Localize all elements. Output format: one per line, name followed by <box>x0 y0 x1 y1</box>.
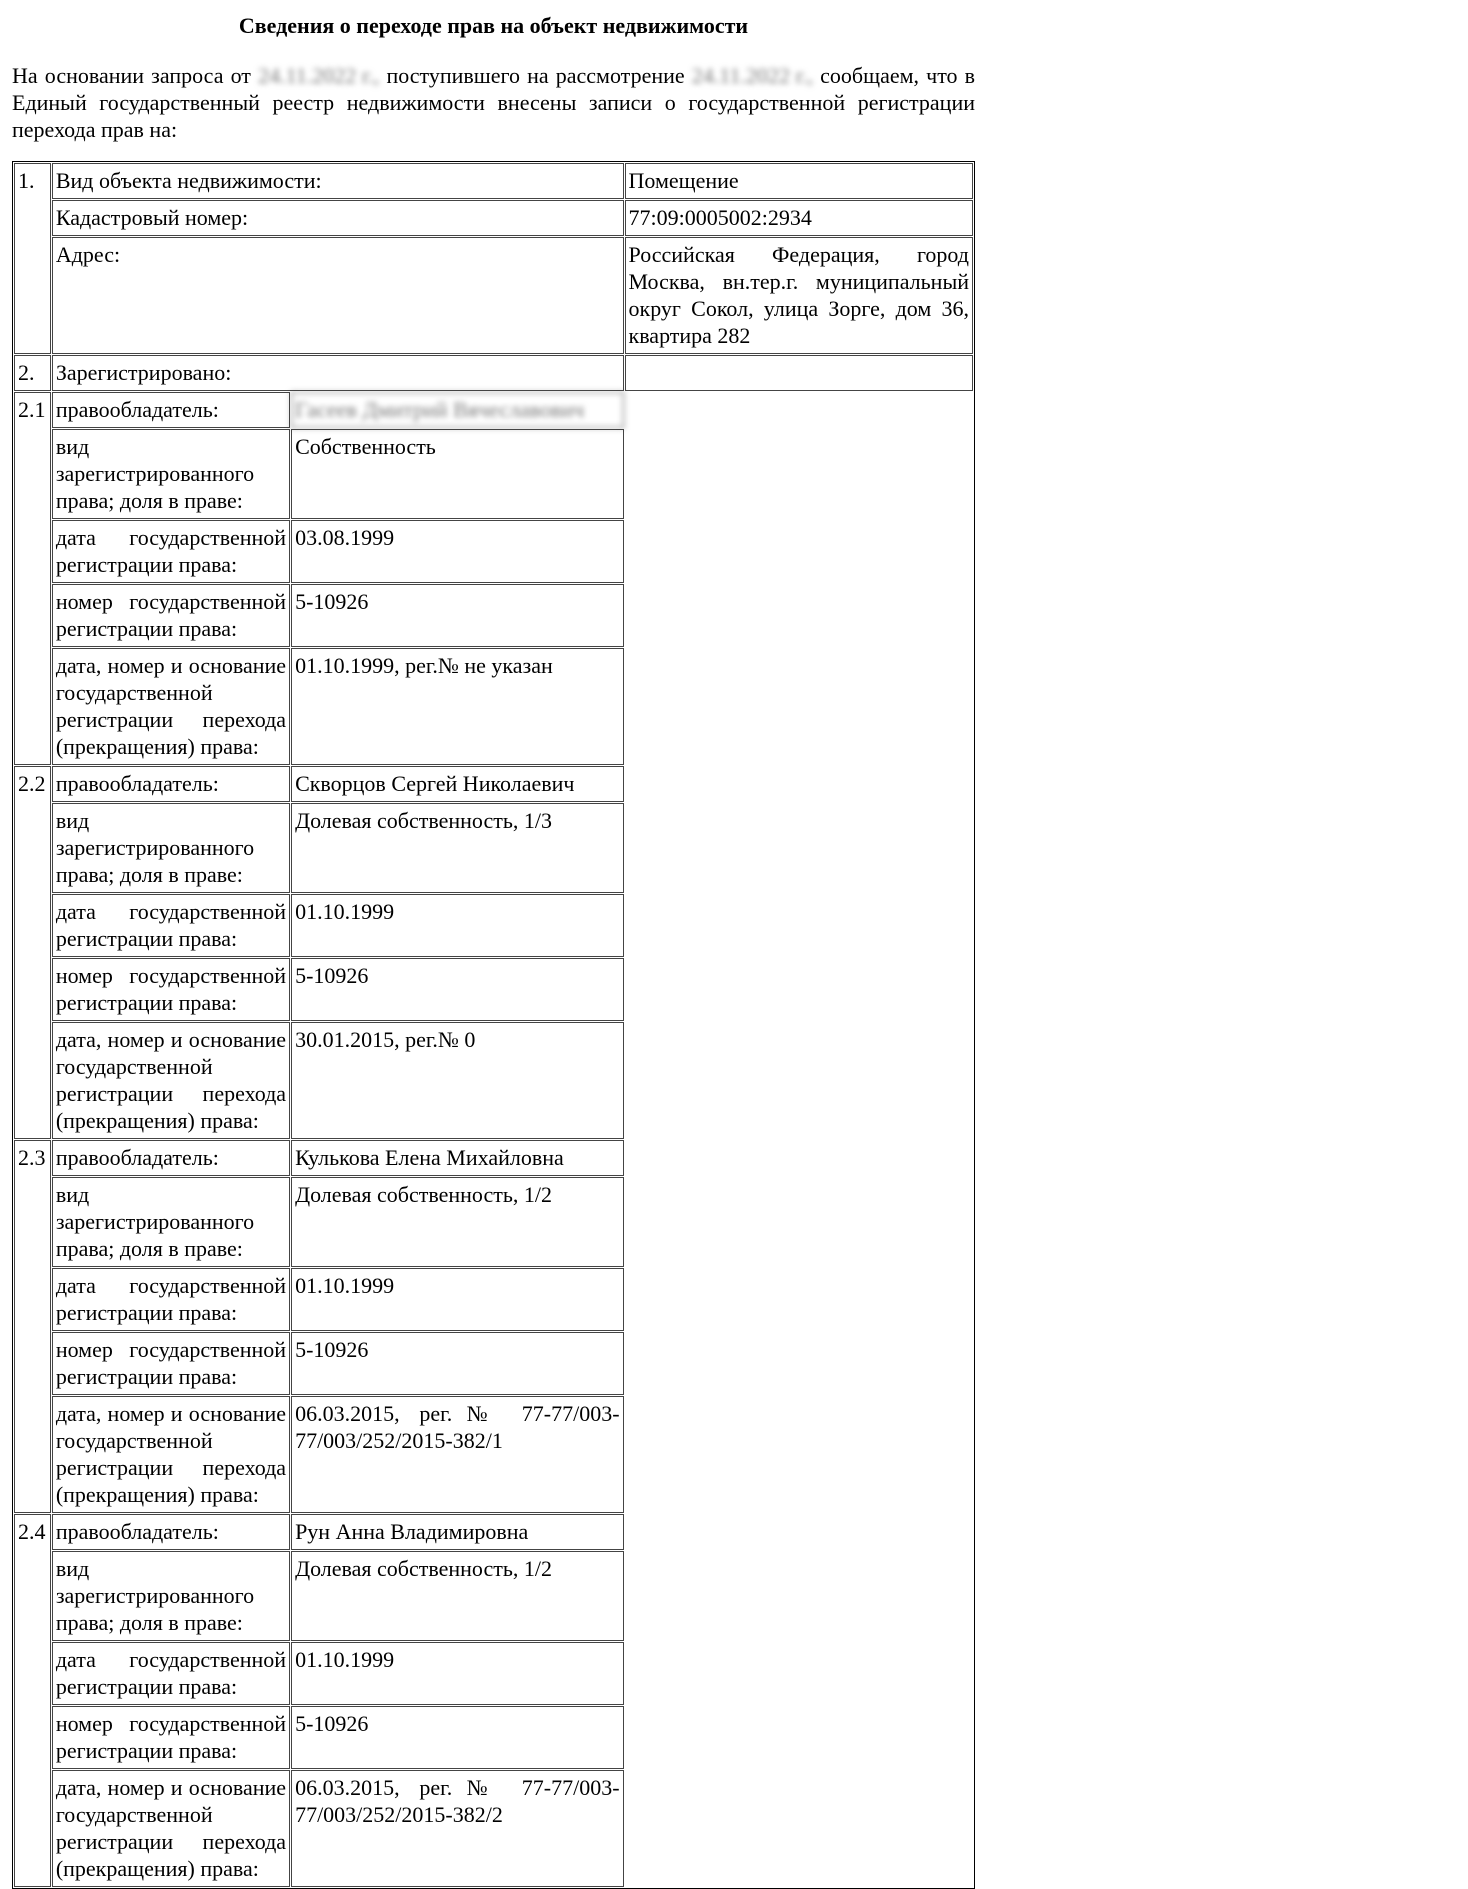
transfer-label: дата, номер и основание государственной регистрации перехода (прекращения) права: <box>52 1396 290 1513</box>
record-row <box>14 1022 973 1139</box>
reg-number-value: 5-10926 <box>291 958 623 1021</box>
record-row <box>14 520 973 583</box>
transfer-value: 30.01.2015, рег.№ 0 <box>291 1022 623 1139</box>
reg-date-label: дата государственной регистрации права: <box>52 894 290 957</box>
right-kind-value: Долевая собственность, 1/2 <box>291 1177 623 1267</box>
object-type-value: Помещение <box>625 163 973 199</box>
record-num: 2.3 <box>14 1140 51 1513</box>
reg-date-label: дата государственной регистрации права: <box>52 1642 290 1705</box>
record-row <box>14 429 973 519</box>
transfer-value: 06.03.2015, рег.№ 77-77/003-77/003/252/2015-382/1 <box>291 1396 623 1513</box>
registered-value <box>625 355 973 391</box>
intro-part1: На основании запроса от <box>12 63 251 88</box>
address-row <box>14 237 973 354</box>
right-kind-label: вид зарегистрированного права; доля в праве: <box>52 1177 290 1267</box>
record-row <box>14 584 973 647</box>
request-date-redacted: 24.11.2022 г., <box>258 63 380 88</box>
registered-label: Зарегистрировано: <box>52 355 624 391</box>
record-row <box>14 766 973 802</box>
holder-value: Гасеев Дмитрий Вячеславович <box>291 392 623 428</box>
reg-date-label: дата государственной регистрации права: <box>52 520 290 583</box>
right-kind-label: вид зарегистрированного права; доля в праве: <box>52 429 290 519</box>
object-type-row <box>14 163 973 199</box>
record-row <box>14 1514 973 1550</box>
registered-row <box>14 355 973 391</box>
intro-paragraph <box>12 62 975 143</box>
record-row <box>14 1140 973 1176</box>
holder-label: правообладатель: <box>52 1514 290 1550</box>
transfer-label: дата, номер и основание государственной регистрации перехода (прекращения) права: <box>52 648 290 765</box>
holder-label: правообладатель: <box>52 766 290 802</box>
registered-num: 2. <box>14 355 51 391</box>
reg-date-value: 01.10.1999 <box>291 1268 623 1331</box>
object-num: 1. <box>14 163 51 354</box>
holder-label: правообладатель: <box>52 392 290 428</box>
reg-number-label: номер государственной регистрации права: <box>52 958 290 1021</box>
record-row <box>14 894 973 957</box>
object-type-label: Вид объекта недвижимости: <box>52 163 624 199</box>
cadastral-row <box>14 200 973 236</box>
holder-label: правообладатель: <box>52 1140 290 1176</box>
holder-value: Рун Анна Владимировна <box>291 1514 623 1550</box>
record-row <box>14 1396 973 1513</box>
record-row <box>14 1642 973 1705</box>
reg-date-value: 03.08.1999 <box>291 520 623 583</box>
address-label: Адрес: <box>52 237 624 354</box>
cadastral-value: 77:09:0005002:2934 <box>625 200 973 236</box>
reg-number-value: 5-10926 <box>291 584 623 647</box>
record-row <box>14 1177 973 1267</box>
record-row <box>14 392 973 428</box>
holder-value: Скворцов Сергей Николаевич <box>291 766 623 802</box>
reg-date-value: 01.10.1999 <box>291 1642 623 1705</box>
transfer-value: 06.03.2015, рег.№ 77-77/003-77/003/252/2015-382/2 <box>291 1770 623 1887</box>
transfer-label: дата, номер и основание государственной регистрации перехода (прекращения) права: <box>52 1022 290 1139</box>
reg-number-label: номер государственной регистрации права: <box>52 1332 290 1395</box>
right-kind-label: вид зарегистрированного права; доля в праве: <box>52 1551 290 1641</box>
record-row <box>14 1551 973 1641</box>
record-row <box>14 1332 973 1395</box>
record-num: 2.1 <box>14 392 51 765</box>
record-num: 2.4 <box>14 1514 51 1887</box>
right-kind-label: вид зарегистрированного права; доля в праве: <box>52 803 290 893</box>
right-kind-value: Долевая собственность, 1/2 <box>291 1551 623 1641</box>
document <box>12 0 976 1881</box>
record-row <box>14 1706 973 1769</box>
right-kind-value: Собственность <box>291 429 623 519</box>
reg-number-value: 5-10926 <box>291 1706 623 1769</box>
record-row <box>14 1268 973 1331</box>
reg-number-label: номер государственной регистрации права: <box>52 1706 290 1769</box>
transfer-value: 01.10.1999, рег.№ не указан <box>291 648 623 765</box>
record-row <box>14 958 973 1021</box>
holder-value: Кулькова Елена Михайловна <box>291 1140 623 1176</box>
record-row <box>14 803 973 893</box>
address-value: Российская Федерация, город Москва, вн.тер.г. муниципальный округ Сокол, улица Зорге, дом 36, квартира 282 <box>625 237 973 354</box>
rights-table <box>12 161 975 1889</box>
intro-part2: поступившего на рассмотрение <box>386 63 685 88</box>
reg-date-label: дата государственной регистрации права: <box>52 1268 290 1331</box>
reg-date-value: 01.10.1999 <box>291 894 623 957</box>
record-row <box>14 648 973 765</box>
record-row <box>14 1770 973 1887</box>
intro-part3: сообщаем, что в Единый государственный реестр недвижимости внесены записи о государственной регистрации перехода прав на: <box>12 63 976 142</box>
record-num: 2.2 <box>14 766 51 1139</box>
cadastral-label: Кадастровый номер: <box>52 200 624 236</box>
reg-number-value: 5-10926 <box>291 1332 623 1395</box>
review-date-redacted: 24.11.2022 г., <box>691 63 814 88</box>
records-body <box>14 392 973 1887</box>
reg-number-label: номер государственной регистрации права: <box>52 584 290 647</box>
transfer-label: дата, номер и основание государственной регистрации перехода (прекращения) права: <box>52 1770 290 1887</box>
page-title: Сведения о переходе прав на объект недвижимости <box>238 13 749 38</box>
right-kind-value: Долевая собственность, 1/3 <box>291 803 623 893</box>
